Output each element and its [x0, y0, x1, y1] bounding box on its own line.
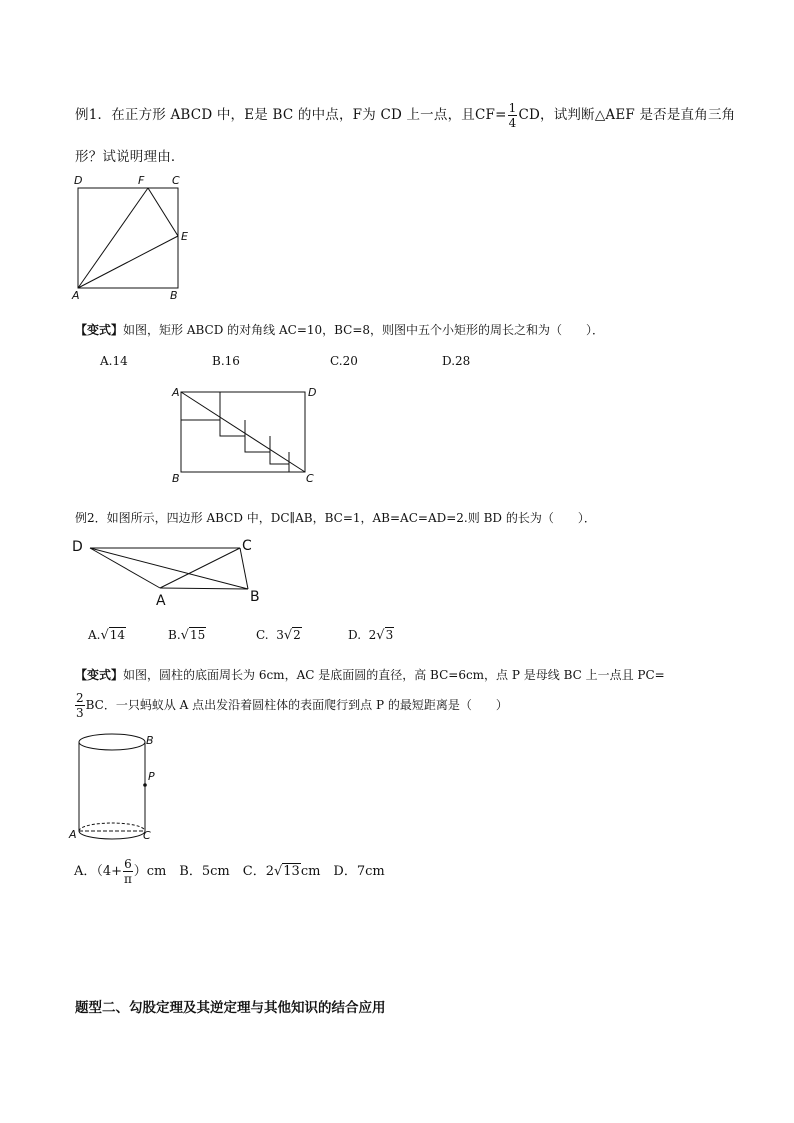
ex1-cf: CF=: [475, 107, 507, 123]
var1-option-a: A.14: [100, 354, 128, 368]
square-abcd: [78, 188, 178, 288]
ex2-label-c: C: [242, 538, 252, 554]
ex1-line1: [75, 102, 735, 129]
ex2-figure: [68, 535, 278, 615]
ex2-option-c-radicand: 2: [293, 628, 301, 642]
ex1-figure: [70, 172, 200, 307]
ex1-frac-den: 4: [508, 116, 517, 130]
var1-figure: [168, 382, 328, 492]
radical-sign-icon: √: [100, 628, 109, 643]
segment-af: [78, 188, 148, 288]
ex1-label-d: D: [74, 174, 83, 187]
var1-question: [75, 321, 604, 338]
var1-label-c: C: [306, 472, 314, 485]
ex1-text-b: ，试判断△AEF 是否是直角三角: [540, 107, 736, 123]
segment-ae: [78, 236, 178, 288]
ex2-option-b-letter: B.: [168, 628, 181, 642]
var1-label-b: B: [172, 472, 180, 485]
ex1-cd: CD: [518, 107, 541, 123]
var2-option-a-post: ）cm B．5cm C．2: [133, 864, 274, 879]
var2-line1: [75, 666, 665, 683]
var2-label-p: P: [148, 770, 155, 783]
var2-options: [74, 858, 385, 885]
var2-frac-den: 3: [76, 706, 84, 720]
var2-fraction: [75, 692, 85, 719]
ex2-option-d-letter: D.: [348, 628, 362, 642]
ex1-frac-num: 1: [508, 101, 517, 115]
section-heading: 题型二、勾股定理及其逆定理与其他知识的结合应用: [75, 1000, 386, 1016]
ex2-option-d-coef: 2: [368, 628, 377, 642]
ex2-option-d-radicand: 3: [385, 628, 394, 642]
segment-ab: [160, 588, 248, 589]
var1-option-b: B.16: [212, 354, 240, 368]
var2-opt-a-num: 6: [124, 857, 132, 871]
ex1-label-c: C: [172, 174, 180, 187]
cylinder-top-ellipse: [79, 734, 145, 750]
segment-ac: [160, 548, 240, 588]
var2-text2: BC．一只蚂蚁从 A 点出发沿着圆柱体的表面爬行到点 P 的最短距离是（ ）: [85, 698, 508, 712]
var2-option-c-radical: [274, 864, 301, 879]
var2-option-a-pre: A．（4+: [74, 864, 123, 879]
ex2-option-a-radical: [100, 628, 126, 643]
var1-label-a: A: [172, 386, 180, 399]
ex1-line2: 形？试说明理由．: [75, 149, 185, 165]
ex2-option-a-letter: A.: [88, 628, 101, 642]
ex2-option-c-radical: [284, 628, 302, 643]
ex2-question: 例2．如图所示，四边形 ABCD 中，DC∥AB，BC=1，AB=AC=AD=2.则 BD 的长为（ ）．: [75, 511, 596, 525]
rectangle-diagram: [168, 382, 328, 492]
var1-label-d: D: [308, 386, 317, 399]
ex2-option-c-coef: 3: [276, 628, 284, 642]
var2-frac-num: 2: [76, 691, 84, 705]
ex2-option-b: [168, 628, 206, 643]
var2-text: 如图，圆柱的底面周长为 6cm，AC 是底面圆的直径，高 BC=6cm，点 P 是母线 BC 上一点且 PC=: [123, 668, 665, 682]
var2-line2: [74, 692, 508, 719]
var2-opt-c-radicand: 13: [283, 864, 300, 879]
radical-sign-icon: √: [283, 628, 293, 643]
ex2-option-c: [256, 628, 302, 643]
cylinder-bottom-front-arc: [79, 831, 145, 839]
ex2-label-d: D: [72, 539, 83, 555]
ex2-option-b-radicand: 15: [189, 628, 206, 642]
segment-fe: [148, 188, 178, 236]
point-p: [143, 783, 147, 787]
ex2-option-a-radicand: 14: [109, 628, 126, 642]
var2-label-a: A: [69, 828, 77, 841]
var1-text: 如图，矩形 ABCD 的对角线 AC=10，BC=8，则图中五个小矩形的周长之和为（ ）．: [123, 323, 605, 337]
diagonal-ac: [181, 392, 305, 472]
var2-label-b: B: [146, 734, 154, 747]
radical-sign-icon: √: [180, 628, 189, 643]
ex2-option-c-letter: C.: [256, 628, 269, 642]
radical-sign-icon: √: [273, 864, 283, 879]
var2-option-c-post: cm D．7cm: [300, 864, 385, 879]
ex2-option-d-radical: [376, 628, 394, 643]
ex2-option-d: [348, 628, 394, 643]
cylinder-bottom-back-arc: [79, 823, 145, 831]
var2-figure: [68, 728, 168, 848]
segment-db: [90, 548, 248, 589]
var2-option-a-fraction: [123, 858, 133, 885]
radical-sign-icon: √: [376, 628, 385, 643]
var2-tag: 【变式】: [75, 668, 124, 682]
ex1-label-e: E: [181, 230, 188, 243]
ex2-label-a: A: [156, 593, 166, 609]
ex1-label-f: F: [138, 174, 145, 187]
var2-label-c: C: [143, 829, 151, 842]
ex1-fraction: [508, 102, 518, 129]
ex1-label-b: B: [170, 289, 178, 302]
var1-tag: 【变式】: [75, 323, 124, 337]
ex2-option-b-radical: [181, 628, 207, 643]
segment-cb: [240, 548, 248, 589]
var1-option-c: C.20: [330, 354, 358, 368]
segment-da: [90, 548, 160, 588]
ex2-label-b: B: [250, 589, 260, 605]
ex2-option-a: [88, 628, 126, 643]
var1-option-d: D.28: [442, 354, 471, 368]
ex1-label-a: A: [72, 289, 80, 302]
ex1-text-a: 例1．在正方形 ABCD 中，E是 BC 的中点，F为 CD 上一点，且: [75, 107, 475, 123]
var2-opt-a-den: π: [123, 872, 132, 886]
